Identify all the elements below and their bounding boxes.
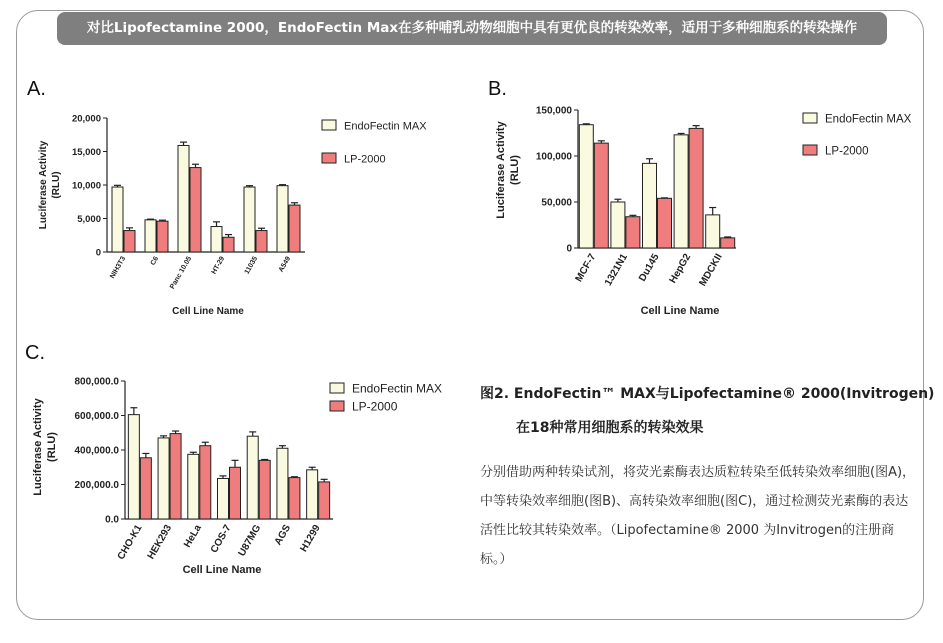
chart-c-category-label: CHO-K1: [115, 523, 145, 562]
figure-caption-title: 图2. EndoFectin™ MAX与Lipofectamine® 2000(Invitrogen): [480, 386, 935, 402]
chart-c-bar-endofectin: [218, 478, 229, 519]
chart-a-bar-endofectin: [112, 187, 123, 252]
chart-c-bar-lp2000: [230, 467, 241, 519]
chart-c-y-tick-label: 0.0: [105, 514, 119, 526]
chart-c-bar-lp2000: [319, 482, 330, 519]
chart-c-bar-endofectin: [128, 415, 139, 519]
chart-a-bar-endofectin: [211, 227, 222, 252]
chart-c-legend-swatch-lp2000: [330, 401, 344, 411]
chart-a-legend-label-lp2000: LP-2000: [344, 153, 386, 166]
chart-a-legend-label-endofectin: EndoFectin MAX: [344, 120, 427, 133]
chart-b-category-label: MDCKII: [697, 252, 725, 289]
chart-b-y-tick-label: 50,000: [541, 197, 572, 209]
chart-c-legend-swatch-endofectin: [330, 383, 344, 393]
chart-c-bar-lp2000: [200, 446, 211, 519]
figure-caption-subtitle: 在18种常用细胞系的转染效果: [516, 420, 704, 436]
chart-b-y-axis-label: Luciferase Activity (RLU): [495, 121, 521, 219]
chart-c-y-tick-label: 800,000.0: [74, 376, 119, 388]
chart-a-category-label: A549: [277, 255, 293, 274]
chart-c-legend-label-lp2000: LP-2000: [352, 399, 398, 414]
chart-b-bar-endofectin: [611, 202, 625, 248]
chart-a-legend-swatch-endofectin: [322, 120, 336, 130]
chart-a-bar-lp2000: [223, 237, 234, 252]
chart-b-category-label: 1321N1: [602, 252, 630, 288]
chart-b-legend-label-lp2000: LP-2000: [825, 145, 869, 158]
chart-a-category-label: HT-29: [210, 255, 227, 276]
chart-c-y-tick-label: 600,000.0: [74, 411, 119, 422]
chart-a-y-tick-label: 15,000: [71, 147, 101, 158]
chart-b-category-label: HepG2: [667, 252, 694, 286]
chart-b-category-label: Du145: [637, 252, 662, 284]
chart-c-legend-label-endofectin: EndoFectin MAX: [352, 381, 443, 396]
chart-a-bar-lp2000: [256, 231, 267, 252]
chart-b-bar-lp2000: [721, 238, 735, 248]
chart-b-bar-endofectin: [674, 135, 688, 248]
chart-a-bar-lp2000: [190, 168, 201, 252]
chart-c-category-label: H1299: [298, 523, 323, 555]
chart-a-bar-endofectin: [178, 145, 189, 252]
chart-c-category-label: HEK293: [145, 523, 175, 562]
chart-a-bar-lp2000: [124, 231, 135, 252]
chart-b-bar-endofectin: [643, 163, 657, 248]
panel-label-a: A.: [27, 78, 46, 100]
chart-a-bar-lp2000: [289, 205, 300, 252]
chart-b-bar-lp2000: [626, 217, 640, 248]
chart-a-bar-endofectin: [244, 187, 255, 252]
chart-a-bar-endofectin: [145, 220, 156, 252]
chart-c-category-label: AGS: [272, 523, 294, 548]
chart-c-bar-lp2000: [289, 478, 300, 519]
headline-banner: 对比Lipofectamine 2000，EndoFectin Max在多种哺乳动物细胞中具有更优良的转染效率，适用于多种细胞系的转染操作: [57, 12, 887, 45]
chart-a-y-tick-label: 5,000: [77, 214, 101, 225]
chart-a-bar-endofectin: [277, 186, 288, 252]
chart-a-category-label: NIH3T3: [109, 255, 128, 280]
chart-c-bar-lp2000: [259, 460, 270, 519]
chart-b-legend-label-endofectin: EndoFectin MAX: [825, 113, 912, 126]
chart-c-category-label: U87MG: [236, 523, 264, 559]
chart-c-x-axis-label: Cell Line Name: [182, 564, 262, 576]
chart-b-bar-endofectin: [579, 125, 593, 248]
chart-c-category-label: COS-7: [208, 523, 234, 555]
chart-a-y-tick-label: 10,000: [71, 180, 101, 192]
panel-label-b: B.: [488, 78, 507, 100]
chart-b-bar-endofectin: [706, 215, 720, 248]
chart-a-y-tick-label: 0: [95, 247, 101, 259]
chart-c-bar-endofectin: [158, 438, 169, 519]
chart-a-x-axis-label: Cell Line Name: [172, 306, 244, 317]
chart-c-y-tick-label: 200,000.0: [74, 480, 119, 491]
chart-a-category-label: C6: [149, 255, 161, 267]
chart-b-bar-lp2000: [658, 198, 672, 248]
chart-b-legend-swatch-lp2000: [803, 145, 817, 155]
chart-a-category-label: Panc 10.05: [169, 255, 194, 291]
chart-c-bar-endofectin: [307, 470, 318, 519]
chart-c-bar-endofectin: [277, 448, 288, 519]
chart-a-y-tick-label: 20,000: [71, 113, 101, 125]
chart-a-legend-swatch-lp2000: [322, 153, 336, 163]
chart-b-y-tick-label: 100,000: [535, 151, 572, 163]
chart-c-bar-lp2000: [140, 458, 151, 519]
chart-b-bar-lp2000: [594, 143, 608, 248]
chart-b-legend-swatch-endofectin: [803, 113, 817, 123]
chart-c-bar-lp2000: [170, 434, 181, 519]
chart-c-y-axis-label: Luciferase Activity (RLU): [32, 398, 58, 496]
chart-b-x-axis-label: Cell Line Name: [640, 305, 720, 317]
chart-c-y-tick-label: 400,000.0: [74, 445, 119, 457]
chart-c-bar-endofectin: [188, 454, 199, 519]
chart-b-category-label: MCF-7: [573, 252, 599, 284]
chart-a-bar-lp2000: [157, 221, 168, 252]
chart-c-category-label: HeLa: [182, 523, 204, 550]
chart-b-y-tick-label: 150,000: [535, 105, 572, 117]
figure-caption-body: 分别借助两种转染试剂，将荧光素酶表达质粒转染至低转染效率细胞(图A)，中等转染效率细胞(图B)、高转染效率细胞(图C)，通过检测荧光素酶的表达活性比较其转染效率。（Lipofectamine® 2000 为Invitrogen的注册商标。）: [480, 465, 916, 567]
chart-b-y-tick-label: 0: [566, 243, 572, 255]
chart-a-category-label: 11035: [243, 255, 260, 276]
chart-a-y-axis-label: Luciferase Activity (RLU): [38, 140, 62, 230]
chart-c-bar-endofectin: [247, 436, 258, 519]
chart-b-bar-lp2000: [689, 128, 703, 248]
panel-label-c: C.: [25, 342, 45, 364]
